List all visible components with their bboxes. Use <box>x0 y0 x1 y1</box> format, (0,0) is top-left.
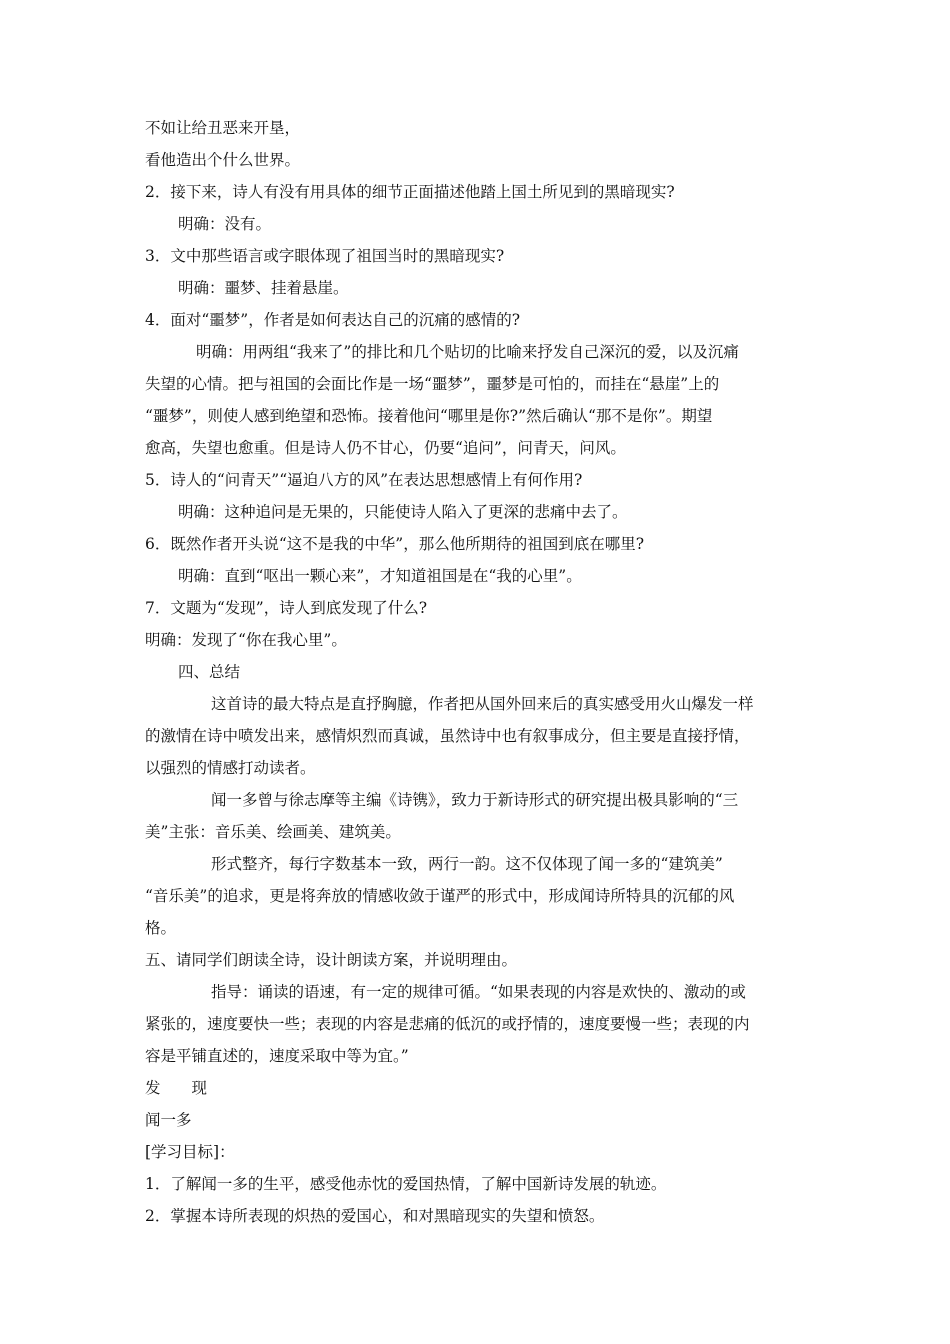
question-7: 7．文题为“发现”，诗人到底发现了什么? <box>145 599 428 617</box>
summary-line: 闻一多曾与徐志摩等主编《诗镌》，致力于新诗形式的研究提出极具影响的“三 <box>211 791 739 809</box>
question-5: 5．诗人的“问青天”“逼迫八方的风”在表达思想感情上有何作用? <box>145 471 583 489</box>
question-3: 3．文中那些语言或字眼体现了祖国当时的黑暗现实? <box>145 247 505 265</box>
summary-line: 这首诗的最大特点是直抒胸臆，作者把从国外回来后的真实感受用火山爆发一样 <box>211 695 754 713</box>
answer-4-line: 失望的心情。把与祖国的会面比作是一场“噩梦”，噩梦是可怕的，而挂在“悬崖”上的 <box>145 375 720 393</box>
learning-goals-heading: [学习目标]： <box>145 1143 235 1161</box>
poem-title: 发 现 <box>145 1079 208 1097</box>
learning-goal-1: 1．了解闻一多的生平，感受他赤忱的爱国热情，了解中国新诗发展的轨迹。 <box>145 1175 667 1193</box>
answer-4-line: “噩梦”，则使人感到绝望和恐怖。接着他问“哪里是你?”然后确认“那不是你”。期望 <box>145 407 713 425</box>
answer-4-line: 愈高，失望也愈重。但是诗人仍不甘心，仍要“追问”，问青天，问风。 <box>145 439 626 457</box>
summary-line: 形式整齐，每行字数基本一致，两行一韵。这不仅体现了闻一多的“建筑美” <box>211 855 723 873</box>
poem-author: 闻一多 <box>145 1111 192 1129</box>
answer-3: 明确：噩梦、挂着悬崖。 <box>178 279 349 297</box>
section-heading-summary: 四、总结 <box>178 663 241 681</box>
summary-line: 的激情在诗中喷发出来，感情炽烈而真诚，虽然诗中也有叙事成分，但主要是直接抒情， <box>145 727 750 745</box>
section-heading-reading: 五、请同学们朗读全诗，设计朗读方案，并说明理由。 <box>145 951 518 969</box>
summary-line: 美”主张：音乐美、绘画美、建筑美。 <box>145 823 401 841</box>
answer-2: 明确：没有。 <box>178 215 272 233</box>
guidance-line: 指导：诵读的语速，有一定的规律可循。“如果表现的内容是欢快的、激动的或 <box>211 983 746 1001</box>
answer-5: 明确：这种追问是无果的，只能使诗人陷入了更深的悲痛中去了。 <box>178 503 628 521</box>
learning-goal-2: 2．掌握本诗所表现的炽热的爱国心，和对黑暗现实的失望和愤怒。 <box>145 1207 605 1225</box>
question-2: 2．接下来，诗人有没有用具体的细节正面描述他踏上国土所见到的黑暗现实? <box>145 183 675 201</box>
summary-line: 格。 <box>145 919 177 937</box>
answer-7: 明确：发现了“你在我心里”。 <box>145 631 347 649</box>
poem-line: 不如让给丑恶来开垦， <box>145 119 301 137</box>
guidance-line: 容是平铺直述的，速度采取中等为宜。” <box>145 1047 409 1065</box>
question-6: 6．既然作者开头说“这不是我的中华”，那么他所期待的祖国到底在哪里? <box>145 535 645 553</box>
summary-line: 以强烈的情感打动读者。 <box>145 759 316 777</box>
guidance-line: 紧张的，速度要快一些；表现的内容是悲痛的低沉的或抒情的，速度要慢一些；表现的内 <box>145 1015 750 1033</box>
poem-line: 看他造出个什么世界。 <box>145 151 301 169</box>
question-4: 4．面对“噩梦”，作者是如何表达自己的沉痛的感情的? <box>145 311 521 329</box>
summary-line: “音乐美”的追求，更是将奔放的情感收敛于谨严的形式中，形成闻诗所特具的沉郁的风 <box>145 887 735 905</box>
answer-6: 明确：直到“呕出一颗心来”，才知道祖国是在“我的心里”。 <box>178 567 582 585</box>
answer-4-line: 明确：用两组“我来了”的排比和几个贴切的比喻来抒发自己深沉的爱，以及沉痛 <box>196 343 739 361</box>
